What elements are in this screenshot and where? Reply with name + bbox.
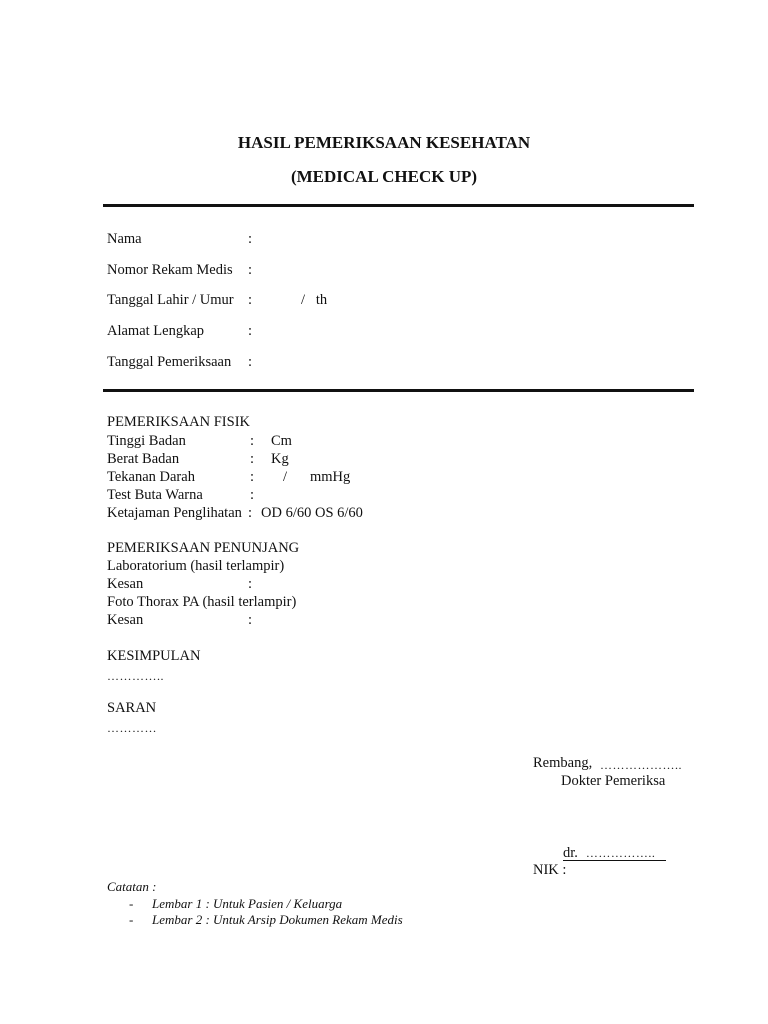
row-label-buta-warna: Test Buta Warna <box>107 487 203 503</box>
saran-dots: ………… <box>107 721 157 735</box>
row-value-penglihatan: OD 6/60 OS 6/60 <box>261 505 363 521</box>
nik-label: NIK : <box>533 862 567 878</box>
field-colon: : <box>248 292 253 308</box>
top-divider <box>103 204 694 207</box>
row-label-berat: Berat Badan <box>107 451 180 467</box>
row-colon: : <box>250 487 255 503</box>
field-colon: : <box>248 354 253 370</box>
kesan-label: Kesan <box>107 612 144 628</box>
field-colon: : <box>248 262 253 278</box>
section-heading-fisik: PEMERIKSAAN FISIK <box>107 414 251 430</box>
section-heading-kesimpulan: KESIMPULAN <box>107 648 201 664</box>
page-title: HASIL PEMERIKSAAN KESEHATAN <box>237 133 531 152</box>
kesimpulan-dots: ………….. <box>107 669 164 683</box>
field-label-rekam-medis: Nomor Rekam Medis <box>107 262 233 278</box>
field-label-tanggal-lahir: Tanggal Lahir / Umur <box>107 292 234 308</box>
field-label-alamat: Alamat Lengkap <box>107 323 205 339</box>
row-label-tekanan: Tekanan Darah <box>107 469 195 485</box>
row-value-tinggi: Cm <box>271 433 292 449</box>
field-label-nama: Nama <box>107 231 142 247</box>
kesan-label: Kesan <box>107 576 144 592</box>
date-dots: ……………….. <box>600 758 682 772</box>
note-item: Lembar 2 : Untuk Arsip Dokumen Rekam Medis <box>152 912 403 927</box>
middle-divider <box>103 389 694 392</box>
kesan-colon: : <box>248 612 253 628</box>
dr-dots: …………….. <box>585 846 656 860</box>
field-colon: : <box>248 231 253 247</box>
doctor-title: Dokter Pemeriksa <box>561 773 666 789</box>
field-colon: : <box>248 323 253 339</box>
row-colon: : <box>250 433 255 449</box>
field-value-umur: / th <box>301 292 328 308</box>
section-heading-saran: SARAN <box>107 700 157 716</box>
section-heading-penunjang: PEMERIKSAAN PENUNJANG <box>107 540 300 556</box>
row-colon: : <box>250 469 255 485</box>
row-label-tinggi: Tinggi Badan <box>107 433 186 449</box>
note-bullet: - <box>129 912 134 927</box>
place-label: Rembang, <box>533 755 593 771</box>
doctor-name-line <box>563 844 666 861</box>
notes-heading: Catatan : <box>107 879 157 894</box>
page-subtitle: (MEDICAL CHECK UP) <box>290 167 478 186</box>
field-label-tanggal-pemeriksaan: Tanggal Pemeriksaan <box>107 354 232 370</box>
row-unit-tekanan: mmHg <box>310 469 351 485</box>
thorax-line: Foto Thorax PA (hasil terlampir) <box>107 594 297 610</box>
row-value-tekanan: / <box>283 469 288 485</box>
row-colon: : <box>250 451 255 467</box>
note-bullet: - <box>129 896 134 911</box>
dr-prefix: dr. <box>563 845 578 861</box>
row-label-penglihatan: Ketajaman Penglihatan <box>107 505 242 521</box>
row-value-berat: Kg <box>271 451 289 467</box>
lab-line: Laboratorium (hasil terlampir) <box>107 558 285 574</box>
kesan-colon: : <box>248 576 253 592</box>
row-colon: : <box>248 505 253 521</box>
note-item: Lembar 1 : Untuk Pasien / Keluarga <box>152 896 343 911</box>
